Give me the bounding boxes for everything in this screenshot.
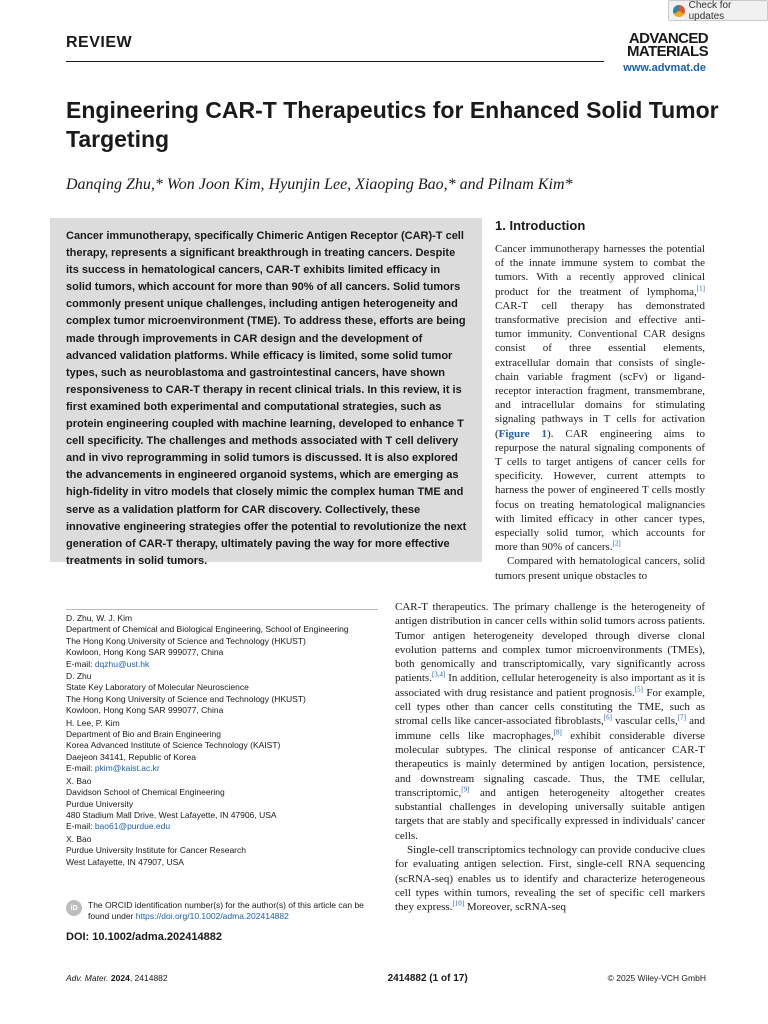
orcid-text (88, 900, 378, 922)
affiliation-line: Purdue University Institute for Cancer Research (66, 845, 246, 856)
orcid-link[interactable]: https://doi.org/10.1002/adma.202414882 (135, 911, 289, 921)
citation-link[interactable]: [5] (634, 685, 643, 694)
affiliation-names: H. Lee, P. Kim (66, 717, 120, 728)
check-for-updates-button[interactable] (668, 0, 768, 21)
author-list: Danqing Zhu,* Won Joon Kim, Hyunjin Lee, Xiaoping Bao,* and Pilnam Kim* (66, 176, 573, 193)
text-run: and antigen heterogeneity altogether creates substantial challenges in developing universally suitable antigen targets that are stably and specifically expressed in individuals' cancer cells. (395, 786, 705, 842)
journal-url-link[interactable]: www.advmat.de (623, 62, 706, 74)
section-label: REVIEW (66, 34, 133, 51)
text-run: Single-cell transcriptomics technology can provide conducive clues for evaluating antigen selection. First, single-cell RNA sequencing (scRNA-seq) enables us to identify and characterize heterogeneous cell types within tumors, revealing the set of specific cell markers they express. (395, 844, 705, 914)
footer-year: 2024 (110, 973, 130, 983)
abstract-text: Cancer immunotherapy, specifically Chimeric Antigen Receptor (CAR)-T cell therapy, represents a significant breakthrough in treating cancers. Despite its success in hematological cancers, CAR-T exhibits limited efficacy in solid tumors, which account for more than 90% of all cancers. Solid tumors commonly present unique challenges, including antigen heterogeneity and complex tumor microenvironment (TME). To address these, efforts are being made through improvements in CAR design and the development of advanced validation platforms. While efficacy is limited, some solid tumor types, such as neuroblastoma and gastrointestinal cancers, have shown responsiveness to CAR-T therapy in recent clinical trials. In this review, it is first examined both experimental and computational strategies, such as protein engineering coupled with machine learning, developed to enhance T cell specificity. The challenges and methods associated with T cell delivery and in vivo reprogramming in solid tumors is discussed. It is also explored the advancements in engineered organoid systems, which are emerging as high-fidelity in vitro models that closely mimic the complex human TME and serve as a validation platform for CAR discovery. Collectively, these innovative engineering strategies offer the potential to revolutionize the next generation of CAR-T therapy, ultimately paving the way for more effective treatments in solid tumors. (66, 230, 467, 567)
citation-link[interactable]: [3,4] (431, 670, 446, 679)
affiliation-line: West Lafayette, IN 47907, USA (66, 856, 184, 867)
affiliation-line: The Hong Kong University of Science and Technology (HKUST) (66, 693, 306, 704)
text-run: The ORCID identification number(s) for the author(s) of this article can be found under (88, 900, 364, 921)
copyright: © 2025 Wiley-VCH GmbH (607, 973, 706, 983)
affiliations (66, 613, 378, 869)
affiliation-block (66, 776, 378, 833)
affiliation-names: X. Bao (66, 833, 92, 844)
orcid-icon: iD (66, 900, 82, 916)
text-run: vascular cells, (611, 715, 678, 728)
affiliation-line: State Key Laboratory of Molecular Neuroscience (66, 682, 249, 693)
affiliation-line: Department of Bio and Brain Engineering (66, 729, 221, 740)
email-label: E-mail: (66, 763, 95, 774)
email-label: E-mail: (66, 658, 95, 669)
journal-logo-line1: ADVANCED (628, 30, 708, 47)
affiliation-line: Davidson School of Chemical Engineering (66, 787, 225, 798)
doi-label: DOI: 10.1002/adma.202414882 (66, 931, 222, 943)
section-heading-introduction: 1. Introduction (495, 218, 586, 233)
journal-logo (608, 32, 708, 58)
affiliation-line: The Hong Kong University of Science and Technology (HKUST) (66, 635, 306, 646)
footer-article-number: , 2414882 (129, 973, 168, 983)
affiliation-names: D. Zhu (66, 671, 92, 682)
intro-paragraph-2 (395, 600, 705, 843)
citation-link[interactable]: [10] (452, 899, 465, 908)
text-run: Cancer immunotherapy harnesses the potential of the innate immune system to combat the tumors. With a recently approved clinical product for the treatment of lymphoma, (495, 243, 705, 298)
affiliation-block (66, 671, 378, 717)
affiliation-line: Korea Advanced Institute of Science Technology (KAIST) (66, 740, 281, 751)
email-label: E-mail: (66, 821, 95, 832)
text-run: CAR-T cell therapy has demonstrated transformative precision and effective anti-tumor immunity. Conventional CAR designs consist of three essential elements, extracellular domain that consists of single-chain variable fragment (scFv) or ligand-receptor interaction fragment, transmembrane, and intracellular domains for stimulating signaling pathways in T cells for activation ( (495, 299, 705, 440)
text-run: exhibit considerable diverse molecular subtypes. The clinical response of anticancer CAR-T therapeutics is mainly determined by antigen location, persistence, and downstream signaling cascade. Thus, the TME cellular, transcriptomic, (395, 729, 705, 799)
affiliation-divider (66, 609, 378, 610)
intro-paragraph-2-start: Compared with hematological cancers, solid tumors present unique obstacles to (495, 555, 705, 582)
intro-paragraph-3 (395, 843, 705, 914)
journal-logo-line2: MATERIALS (627, 43, 708, 60)
email-link[interactable]: dqzhu@ust.hk (94, 658, 150, 669)
page-footer (66, 973, 706, 984)
affiliation-block (66, 718, 378, 775)
text-run: In addition, cellular heterogeneity is also important as it is associated with drug resistance and patient prognosis. (395, 672, 705, 699)
text-run: For example, cell types other than cancer cells constituting the TME, such as stromal cells like cancer-associated fibroblasts, (395, 686, 705, 728)
affiliation-line: Kowloon, Hong Kong SAR 999077, China (66, 647, 224, 658)
affiliation-email-row (66, 763, 378, 774)
affiliation-line: Purdue University (66, 798, 134, 809)
citation-link[interactable]: [7] (677, 713, 686, 722)
text-run: Moreover, scRNA-seq (464, 901, 567, 914)
citation-link[interactable]: [9] (461, 785, 470, 794)
check-for-updates-label: Check for updates (688, 0, 732, 22)
citation-link[interactable]: [1] (696, 283, 705, 292)
affiliation-email-row (66, 659, 378, 670)
affiliation-email-row (66, 821, 378, 832)
abstract-box (50, 218, 482, 567)
affiliation-line: 480 Stadium Mall Drive, West Lafayette, IN 47906, USA (66, 809, 277, 820)
orcid-note (66, 900, 378, 922)
intro-paragraph-1 (495, 242, 705, 554)
affiliation-block (66, 613, 378, 670)
text-run: and immune cells like macrophages, (395, 715, 705, 742)
affiliation-names: D. Zhu, W. J. Kim (66, 613, 133, 623)
text-run: CAR-T therapeutics. The primary challenge is the heterogeneity of antigen distribution in cancer cells within solid tumors across patients. Tumor antigen heterogeneity developed through diverse clonal evolution patterns and complex tumor microenvironments (TMEs), both genomically and transcriptomically, vary significantly across patients. (395, 601, 705, 685)
citation-link[interactable]: [2] (612, 539, 621, 548)
page-number: 2414882 (1 of 17) (387, 973, 468, 984)
affiliation-line: Department of Chemical and Biological Engineering, School of Engineering (66, 624, 349, 635)
citation-link[interactable]: [6] (603, 713, 612, 722)
text-run: ). CAR engineering aims to repurpose the natural signaling components of T cells to target antigens of cancer cells for specificity. However, current attempts to harness the power of engineered T cells mostly focus on treating hematological malignancies with limited efficacy in other cancer types, especially solid tumor, which accounts for more than 90% of cancers. (495, 427, 705, 554)
footer-journal: Adv. Mater. (66, 973, 109, 983)
citation-link[interactable]: [8] (553, 728, 562, 737)
email-link[interactable]: bao61@purdue.edu (94, 821, 171, 832)
header-divider (66, 61, 604, 62)
footer-citation (66, 973, 168, 984)
figure-link[interactable]: Figure 1 (498, 427, 548, 440)
email-link[interactable]: pkim@kaist.ac.kr (94, 763, 160, 774)
affiliation-line: Daejeon 34141, Republic of Korea (66, 751, 196, 762)
affiliation-names: X. Bao (66, 775, 92, 786)
article-title: Engineering CAR-T Therapeutics for Enhanced Solid Tumor Targeting (66, 97, 719, 152)
affiliation-block (66, 834, 378, 868)
body-column (395, 600, 705, 915)
update-icon (673, 5, 685, 17)
affiliation-line: Kowloon, Hong Kong SAR 999077, China (66, 705, 224, 716)
intro-column (495, 242, 705, 583)
